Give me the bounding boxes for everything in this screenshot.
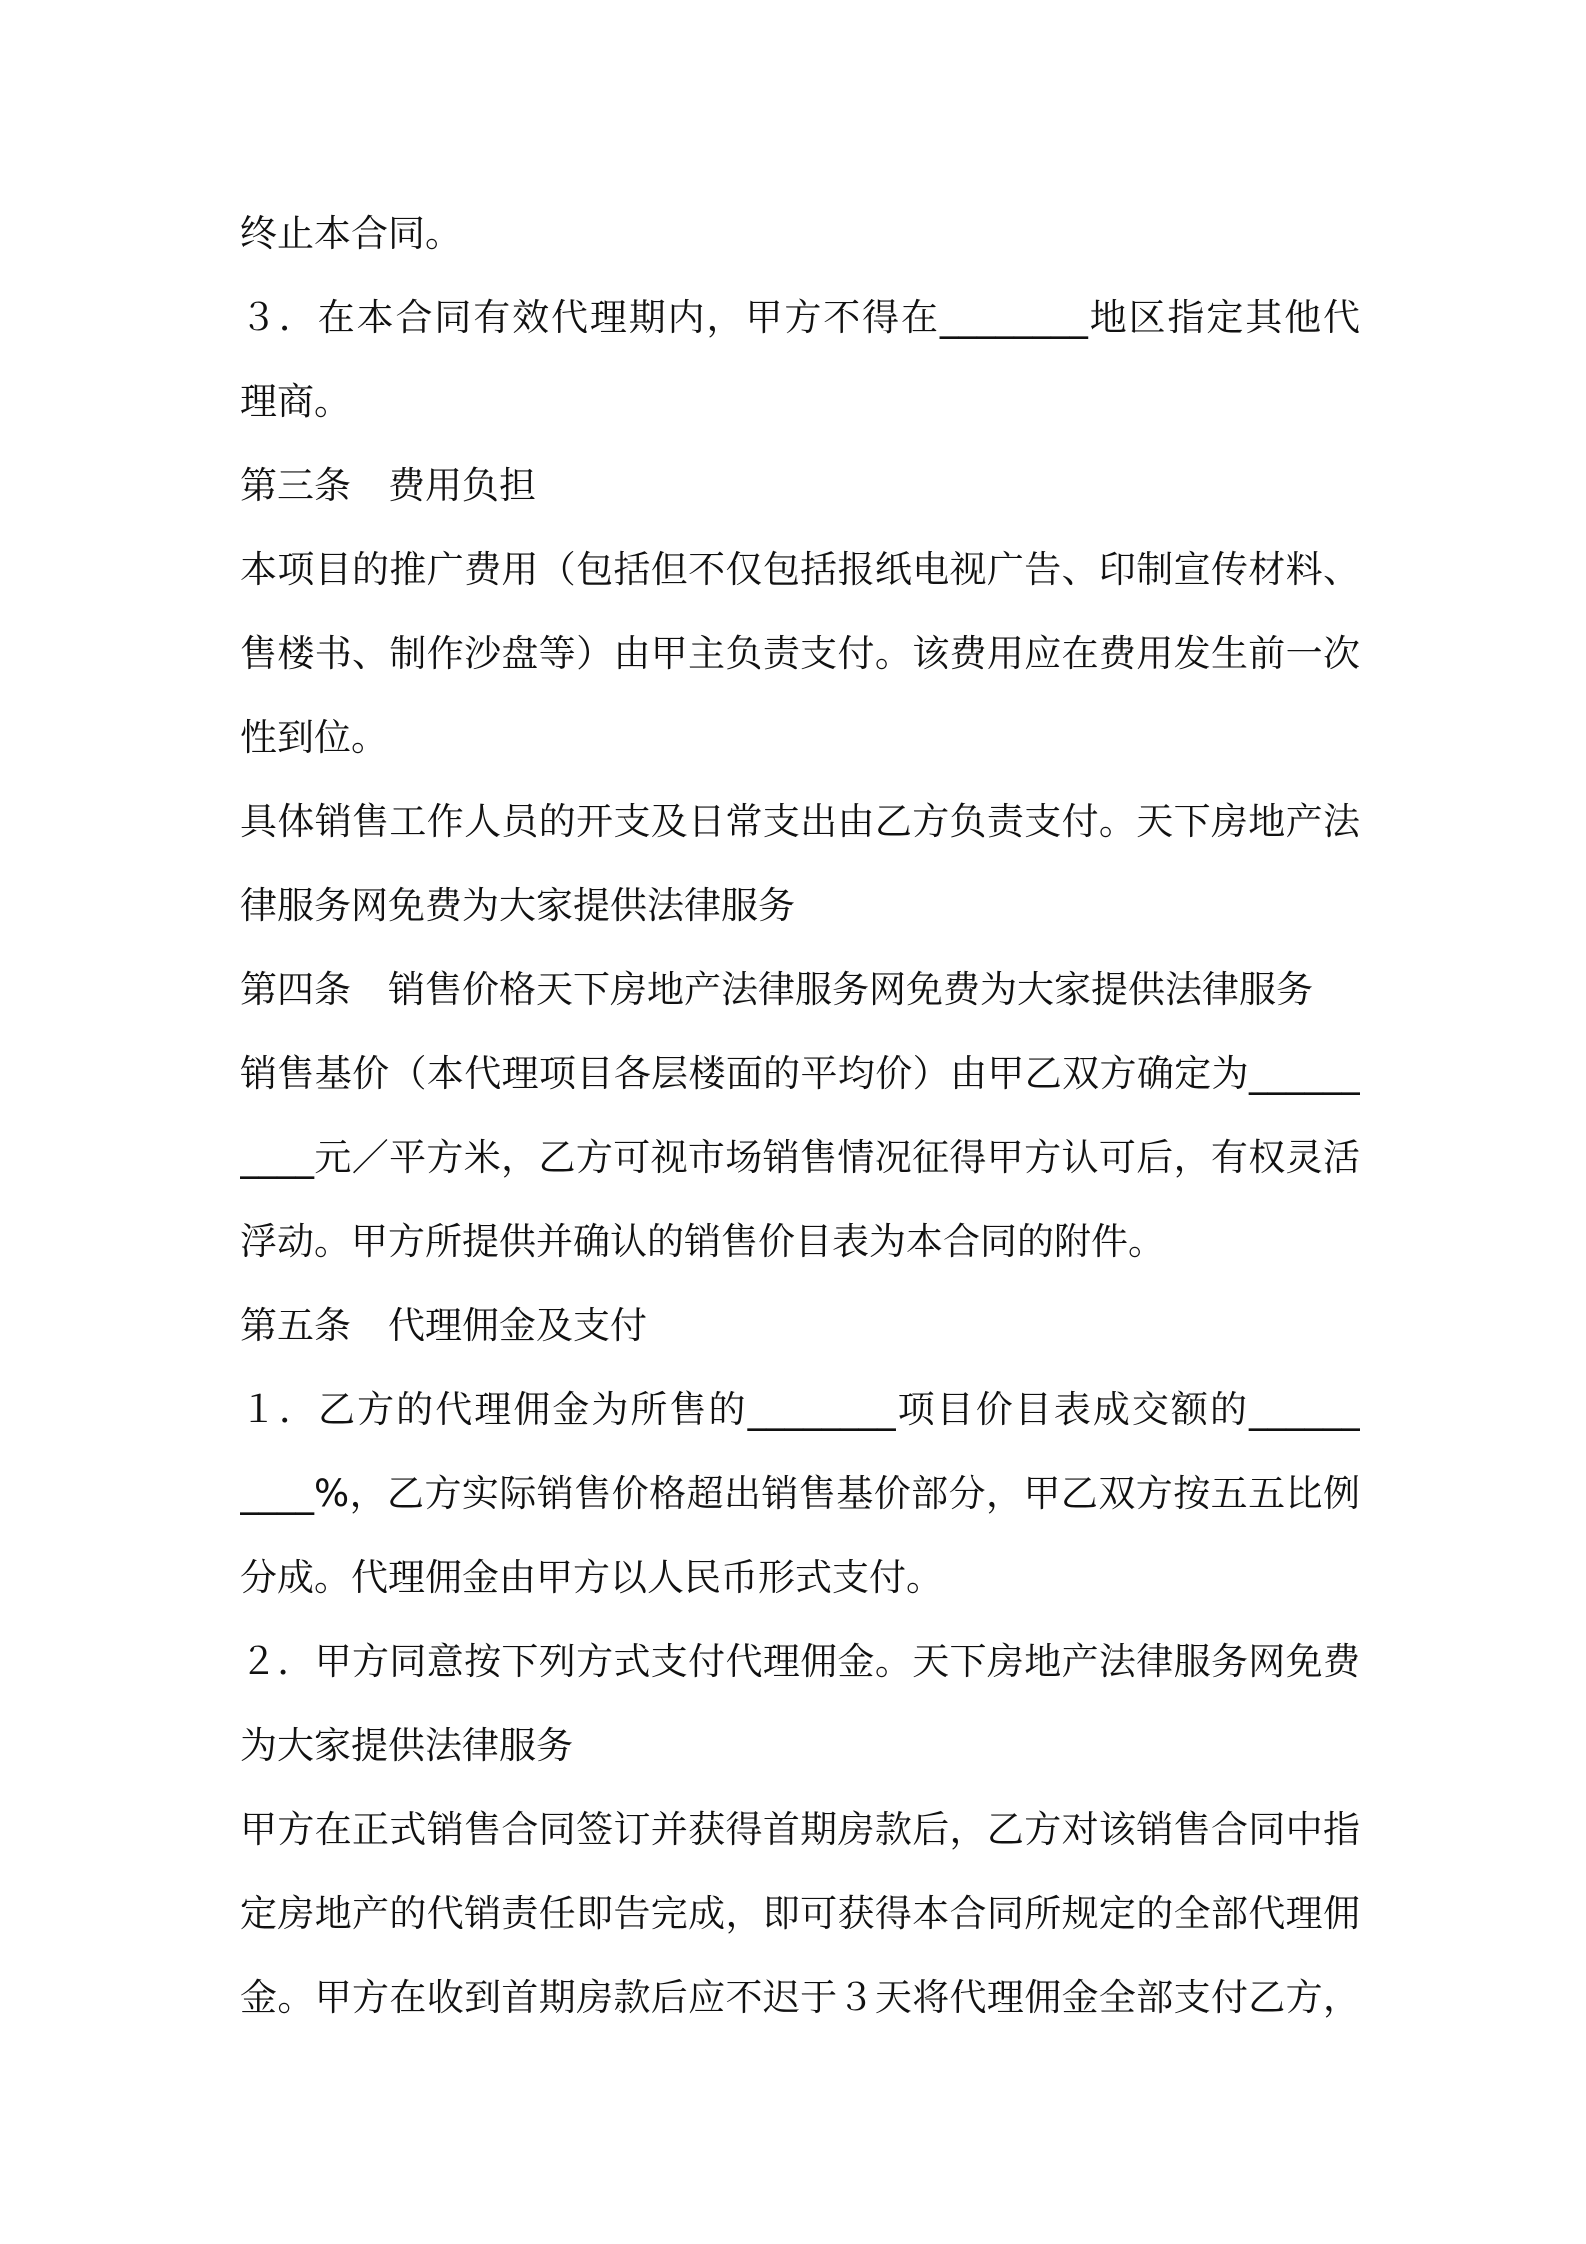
- text-line: 甲方在正式销售合同签订并获得首期房款后，乙方对该销售合同中指: [240, 1808, 1360, 1851]
- text-line: 定房地产的代销责任即告完成，即可获得本合同所规定的全部代理佣: [240, 1892, 1360, 1935]
- text-line: 销售基价（本代理项目各层楼面的平均价）由甲乙双方确定为______: [240, 1052, 1360, 1095]
- text-line: 分成。代理佣金由甲方以人民币形式支付。: [240, 1556, 943, 1599]
- text-line: 律服务网免费为大家提供法律服务: [240, 884, 795, 927]
- text-line: １．乙方的代理佣金为所售的________项目价目表成交额的______: [240, 1388, 1360, 1431]
- contract-text: [240, 192, 1360, 2040]
- text-line: 为大家提供法律服务: [240, 1724, 573, 1767]
- text-line: 浮动。甲方所提供并确认的销售价目表为本合同的附件。: [240, 1220, 1165, 1263]
- section-heading: 第五条 代理佣金及支付: [240, 1304, 647, 1347]
- text-line: ３．在本合同有效代理期内，甲方不得在________地区指定其他代: [240, 296, 1360, 339]
- text-line: 金。甲方在收到首期房款后应不迟于３天将代理佣金全部支付乙方，: [240, 1976, 1360, 2019]
- text-line: 具体销售工作人员的开支及日常支出由乙方负责支付。天下房地产法: [240, 800, 1360, 843]
- text-line: ____%，乙方实际销售价格超出销售基价部分，甲乙双方按五五比例: [240, 1472, 1360, 1515]
- section-heading: 第三条 费用负担: [240, 464, 536, 507]
- text-line: 终止本合同。: [240, 212, 462, 255]
- text-line: 售楼书、制作沙盘等）由甲主负责支付。该费用应在费用发生前一次: [240, 632, 1360, 675]
- text-line: 性到位。: [240, 716, 388, 759]
- text-line: 本项目的推广费用（包括但不仅包括报纸电视广告、印制宣传材料、: [240, 548, 1360, 591]
- text-line: ２．甲方同意按下列方式支付代理佣金。天下房地产法律服务网免费: [240, 1640, 1360, 1683]
- text-line: 理商。: [240, 380, 351, 423]
- text-line: ____元／平方米，乙方可视市场销售情况征得甲方认可后，有权灵活: [240, 1136, 1360, 1179]
- section-heading: 第四条 销售价格天下房地产法律服务网免费为大家提供法律服务: [240, 968, 1313, 1011]
